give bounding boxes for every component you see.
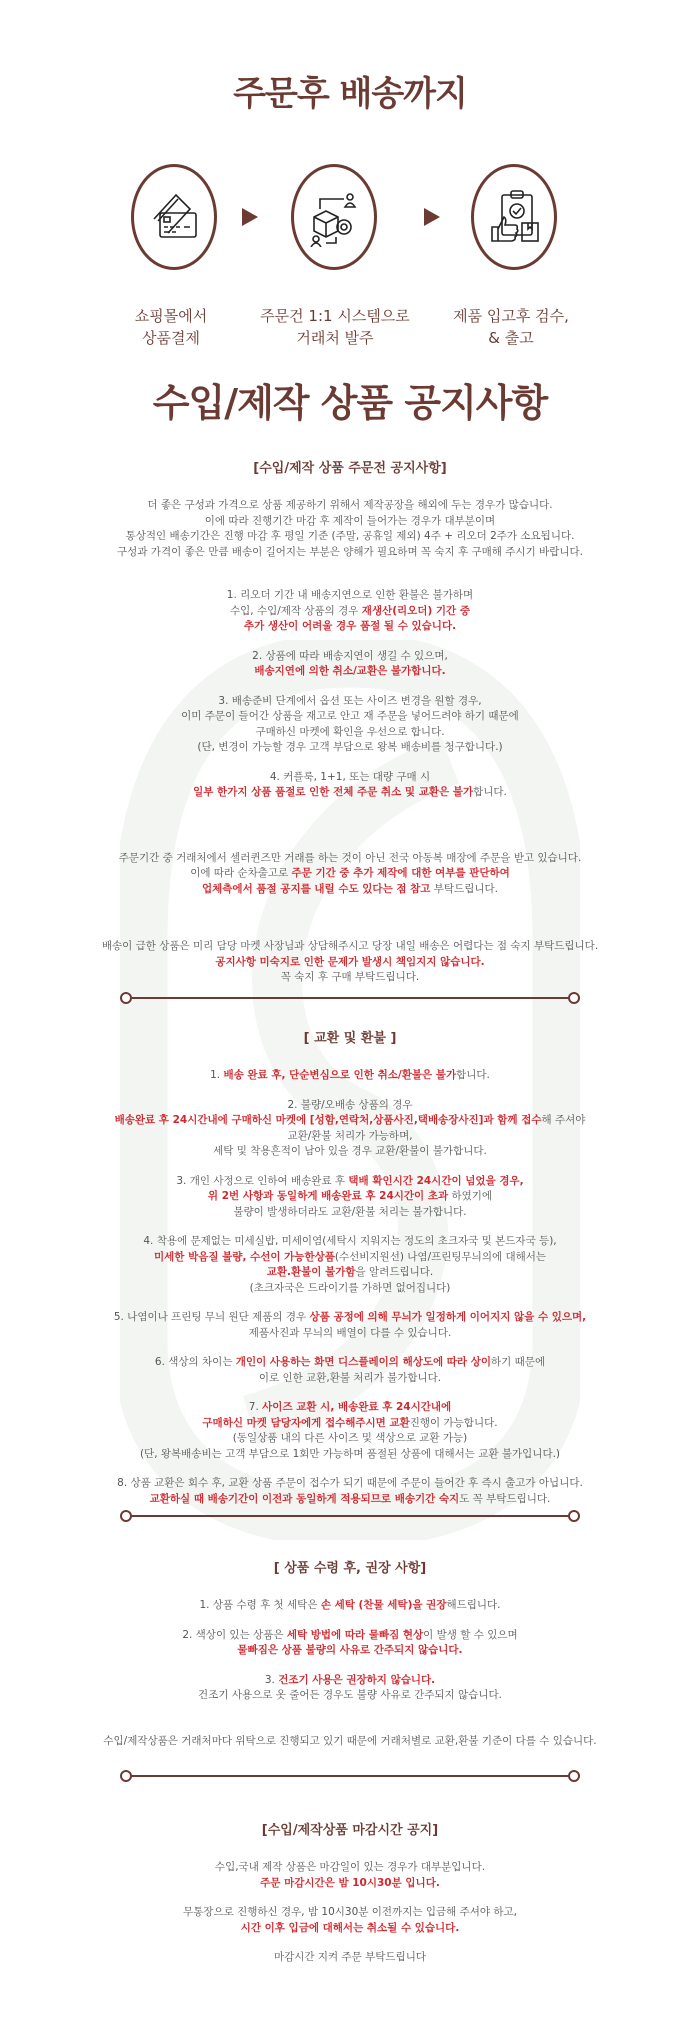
notice-line (0, 1492, 700, 1508)
step-label-line: 제품 입고후 검수, (453, 307, 569, 325)
body-text: 이미 주문이 들어간 상품을 재고로 안고 재 주문을 넣어드려야 하기 때문에 (181, 710, 519, 722)
emphasis-text: 추가 생산이 어려울 경우 품절 될 수 있습니다. (243, 620, 457, 632)
body-text: 수입/제작상품은 거래처마다 위탁으로 진행되고 있기 때문에 거래처별로 교환,환불 기준이 다를 수 있습니다. (103, 1734, 597, 1747)
notice-section (0, 1030, 700, 1507)
notice-line (0, 725, 700, 741)
notice-item (0, 649, 700, 680)
body-text: 합니다. (473, 786, 507, 798)
emphasis-text: 상품 공정에 의해 무늬가 일정하게 이어지지 않을 수 있으며, (309, 1311, 587, 1323)
notice-line (0, 709, 700, 725)
notice-line (0, 1144, 700, 1160)
emphasis-text: 개인이 사용하는 화면 디스플레이의 해상도에 따라 상이 (235, 1356, 492, 1368)
body-text: 7. (248, 1401, 263, 1413)
notice-line (0, 1310, 700, 1326)
body-text: 합니다. (456, 1069, 490, 1081)
body-text: 세탁 및 착용흔적이 남아 있을 경우 교환/환불이 불가합니다. (213, 1145, 487, 1157)
notice-line (0, 1643, 700, 1659)
body-text: 구매하신 마켓에 확인을 우선으로 합니다. (255, 725, 445, 738)
body-text: 하였기에 (448, 1190, 493, 1202)
body-text: 8. 상품 교환은 회수 후, 교환 상품 주문이 접수가 되기 때문에 주문이 들어간 후 즉시 출고가 아닙니다. (117, 1477, 583, 1489)
body-text: 이에 따라 진행기간 마감 후 제작이 들어가는 경우가 대부분이며 (204, 514, 496, 527)
notice-item (0, 1673, 700, 1704)
notice-line (0, 939, 700, 955)
notice-line (0, 882, 700, 898)
emphasis-text: 재생산(리오더) 기간 중 (361, 604, 470, 617)
body-text: 진행이 가능합니다. (409, 1416, 498, 1429)
process-steps (0, 160, 700, 390)
emphasis-text: 위 2번 사항과 동일하게 배송완료 후 24시간이 초과 (207, 1190, 449, 1202)
notice-line (0, 1688, 700, 1704)
body-text: 6. 색상의 차이는 (154, 1356, 236, 1368)
body-text: 3. (264, 1673, 279, 1686)
body-text: 제품사진과 무늬의 배열이 다를 수 있습니다. (248, 1326, 452, 1339)
notice-line (0, 1189, 700, 1205)
notice-line (0, 1431, 700, 1447)
notice-line (0, 1068, 700, 1084)
step-label-line: 상품결제 (142, 329, 200, 347)
title-text: 수입/제작 상품 공지사항 (152, 381, 548, 425)
body-text: 배송이 급한 상품은 미리 담당 마켓 사장님과 상담해주시고 당장 내일 배송은 어렵다는 점 숙지 부탁드립니다. (101, 940, 599, 952)
notice-line (0, 1326, 700, 1342)
emphasis-text: 구매하신 마켓 담당자에게 접수해주시면 교환 (202, 1416, 410, 1429)
notice-line (0, 1371, 700, 1387)
notice-item (0, 851, 700, 898)
notice-line (0, 1129, 700, 1145)
notice-item (0, 770, 700, 801)
body-text: 2. 색상이 있는 상품은 (182, 1628, 287, 1641)
step-label (81, 305, 261, 349)
emphasis-text: 물빠짐은 상품 불량의 사유로 간주되지 않습니다. (237, 1644, 463, 1656)
notice-line (0, 1905, 700, 1921)
notice-item (0, 498, 700, 560)
body-text: 1. (210, 1069, 224, 1081)
body-text: 주문기간 중 거래처에서 셀러퀸즈만 거래를 하는 것이 아닌 전국 아동복 매장에 주문을 받고 있습니다. (118, 851, 582, 864)
notice-item (0, 1310, 700, 1341)
body-text: 불량이 발생하더라도 교환/환불 처리는 불가합니다. (233, 1205, 467, 1218)
notice-line (0, 1416, 700, 1432)
emphasis-text: 업체측에서 품절 공지를 내릴 수도 있다는 점 참고 (202, 882, 431, 895)
notice-line (0, 1265, 700, 1281)
step-label-line: 거래처 발주 (296, 329, 374, 347)
notice-line (0, 1234, 700, 1250)
body-text: 3. 배송준비 단계에서 옵션 또는 사이즈 변경을 원할 경우, (218, 694, 482, 707)
body-text: 5. 나염이나 프린팅 무늬 원단 제품의 경우 (113, 1311, 310, 1323)
body-text: 더 좋은 구성과 가격으로 상품 제공하기 위해서 제작공장을 해외에 두는 경우가 많습니다. (147, 499, 553, 511)
body-text: 4. 착용에 문제없는 미세실밥, 미세이염(세탁시 지워지는 정도의 초크자국 및 본드자국 등), (143, 1235, 557, 1247)
notice-line (0, 970, 700, 986)
body-text: 4. 커플룩, 1+1, 또는 대량 구매 시 (269, 770, 431, 783)
notice-title (0, 372, 700, 427)
box-gear-icon (291, 164, 377, 270)
body-text: 무통장으로 진행하신 경우, 밤 10시30분 이전까지는 입금해 주셔야 하고, (183, 1906, 517, 1918)
emphasis-text: 배송완료 후 24시간내에 구매하신 마켓에 [성함,연락처,상품사진,택배송장사진]과 함께 접수 (114, 1114, 542, 1126)
notice-line (0, 1098, 700, 1114)
emphasis-text: 교환.환불이 불가함 (266, 1266, 356, 1278)
emphasis-text: 배송 완료 후, 단순변심으로 인한 취소/환불은 불가 (223, 1069, 457, 1081)
notice-line (0, 785, 700, 801)
notice-line (0, 1355, 700, 1371)
step-label (245, 305, 425, 349)
body-text: (동일상품 내의 다른 사이즈 및 색상으로 교환 가능) (232, 1432, 468, 1444)
notice-line (0, 1205, 700, 1221)
notice-line (0, 545, 700, 561)
notice-line (0, 604, 700, 620)
body-text: (단, 왕복배송비는 고객 부담으로 1회만 가능하며 품절된 상품에 대해서는 교환 불가입니다.) (139, 1447, 561, 1460)
body-text: 마감시간 지켜 주문 부탁드립니다 (273, 1951, 426, 1963)
step-label-line: 쇼핑몰에서 (134, 307, 208, 325)
notice-line (0, 588, 700, 604)
notice-line (0, 1400, 700, 1416)
notice-line (0, 1250, 700, 1266)
notice-item (0, 1628, 700, 1659)
notice-item (0, 1068, 700, 1084)
notice-line (0, 1734, 700, 1750)
notice-line (0, 664, 700, 680)
body-text: 도 꼭 부탁드립니다. (459, 1492, 551, 1505)
emphasis-text: 사이즈 교환 시, 배송완료 후 24시간내에 (262, 1401, 452, 1413)
step-label-line: & 출고 (488, 329, 534, 347)
emphasis-text: 세탁 방법에 따라 물빠짐 현상 (286, 1628, 424, 1641)
body-text: (수선비지원선) 나염/프린팅무늬의에 대해서는 (334, 1250, 547, 1263)
notice-line (0, 1174, 700, 1190)
notice-item (0, 1860, 700, 1891)
body-text: 이 발생 할 수 있으며 (423, 1628, 518, 1641)
credit-card-icon (131, 164, 217, 270)
notice-line (0, 649, 700, 665)
arrow-right-icon (242, 208, 258, 226)
notice-line (0, 1447, 700, 1463)
body-text: 해 주셔야 (541, 1114, 586, 1126)
body-text: (초크자국은 드라이기를 가하면 없어집니다) (249, 1281, 451, 1294)
notice-line (0, 1876, 700, 1892)
notice-item (0, 588, 700, 635)
notice-line (0, 1628, 700, 1644)
emphasis-text: 주문 기간 중 추가 제작에 대한 여부를 판단하여 (291, 867, 510, 879)
notice-line (0, 619, 700, 635)
notice-item (0, 1174, 700, 1221)
body-text: (단, 변경이 가능할 경우 고객 부담으로 왕복 배송비를 청구합니다.) (197, 741, 503, 753)
emphasis-text: 배송지연에 의한 취소/교환은 불가합니다. (254, 665, 446, 677)
body-text: 하기 때문에 (491, 1356, 546, 1368)
emphasis-text: 일부 한가지 상품 품절로 인한 전체 주문 취소 및 교환은 불가 (193, 786, 474, 798)
notice-line (0, 1950, 700, 1966)
arrow-right-icon (424, 208, 440, 226)
emphasis-text: 택배 확인시간 24시간이 넘었을 경우, (348, 1174, 524, 1187)
body-text: 3. 개인 사정으로 인하여 배송완료 후 (176, 1174, 349, 1187)
notice-line (0, 851, 700, 867)
notice-line (0, 498, 700, 514)
body-text: 이에 따라 순차출고로 (190, 867, 292, 879)
step-label-line: 주문건 1:1 시스템으로 (260, 307, 410, 325)
notice-line (0, 1281, 700, 1297)
body-text: 구성과 가격이 좋은 만큼 배송이 길어지는 부분은 양해가 필요하며 꼭 숙지 후 구매해 주시기 바랍니다. (117, 545, 583, 558)
section-divider (120, 992, 580, 1004)
body-text: 2. 불량/오배송 상품의 경우 (287, 1098, 413, 1111)
delivery-process-title (0, 66, 700, 115)
notice-section (0, 460, 700, 986)
notice-line (0, 955, 700, 971)
emphasis-text: 교환하실 때 배송기간이 이전과 동일하게 적용되므로 배송기간 숙지 (149, 1492, 460, 1505)
body-text: 1. 상품 수령 후 첫 세탁은 (199, 1599, 321, 1611)
notice-section (0, 1822, 700, 1966)
notice-section (0, 1560, 700, 1749)
body-text: 해드립니다. (446, 1599, 501, 1611)
notice-line (0, 514, 700, 530)
body-text: 꼭 숙지 후 구매 부탁드립니다. (280, 971, 420, 983)
notice-line (0, 694, 700, 710)
notice-item (0, 1905, 700, 1936)
body-text: 건조기 사용으로 옷 줄어든 경우도 불량 사유로 간주되지 않습니다. (198, 1689, 502, 1701)
notice-line (0, 529, 700, 545)
body-text: 교환/환불 처리가 가능하며, (287, 1129, 413, 1142)
notice-line (0, 1860, 700, 1876)
body-text: 이로 인한 교환,환불 처리가 불가합니다. (258, 1371, 442, 1384)
body-text: 1. 리오더 기간 내 배송지연으로 인한 환불은 불가하며 (226, 589, 474, 601)
notice-line (0, 1921, 700, 1937)
section-heading: [ 상품 수령 후, 권장 사항] (273, 1561, 427, 1576)
emphasis-text: 손 세탁 (찬물 세탁)을 권장 (320, 1599, 447, 1611)
notice-item (0, 1734, 700, 1750)
notice-item (0, 1355, 700, 1386)
notice-line (0, 740, 700, 756)
notice-line (0, 1673, 700, 1689)
emphasis-text: 미세한 박음질 불량, 수선이 가능한상품 (153, 1250, 335, 1263)
notice-item (0, 694, 700, 756)
body-text: 부탁드립니다. (430, 882, 498, 895)
notice-item (0, 1476, 700, 1507)
emphasis-text: 건조기 사용은 권장하지 않습니다. (278, 1673, 436, 1686)
notice-item (0, 939, 700, 986)
section-divider (120, 1510, 580, 1522)
body-text: 을 알려드립니다. (355, 1266, 434, 1278)
emphasis-text: 시간 이후 입금에 대해서는 취소될 수 있습니다. (240, 1921, 460, 1934)
body-text: 수입,국내 제작 상품은 마감일이 있는 경우가 대부분입니다. (214, 1861, 486, 1873)
body-text: 통상적인 배송기간은 진행 마감 후 평일 기준 (주말, 공휴일 제외) 4주 + 리오더 2주가 소요됩니다. (125, 530, 575, 542)
notice-line (0, 1476, 700, 1492)
section-heading: [수입/제작 상품 주문전 공지사항] (253, 461, 447, 476)
body-text: 수입, 수입/제작 상품의 경우 (229, 604, 362, 617)
title-text: 주문후 배송까지 (233, 74, 467, 114)
body-text: 2. 상품에 따라 배송지연이 생길 수 있으며, (252, 649, 448, 662)
emphasis-text: 공지사항 미숙지로 인한 문제가 발생시 책임지지 않습니다. (215, 955, 485, 968)
section-heading: [수입/제작상품 마감시간 공지] (261, 1823, 439, 1838)
notice-item (0, 1598, 700, 1614)
step-label (421, 305, 601, 349)
notice-item (0, 1400, 700, 1462)
section-divider (120, 1770, 580, 1782)
notice-line (0, 1113, 700, 1129)
section-heading: [ 교환 및 환불 ] (303, 1031, 397, 1046)
notice-item (0, 1234, 700, 1296)
notice-line (0, 1598, 700, 1614)
notice-item (0, 1950, 700, 1966)
emphasis-text: 주문 마감시간은 밤 10시30분 입니다. (260, 1876, 440, 1889)
clipboard-check-icon (471, 164, 557, 270)
notice-line (0, 770, 700, 786)
notice-line (0, 866, 700, 882)
notice-item (0, 1098, 700, 1160)
